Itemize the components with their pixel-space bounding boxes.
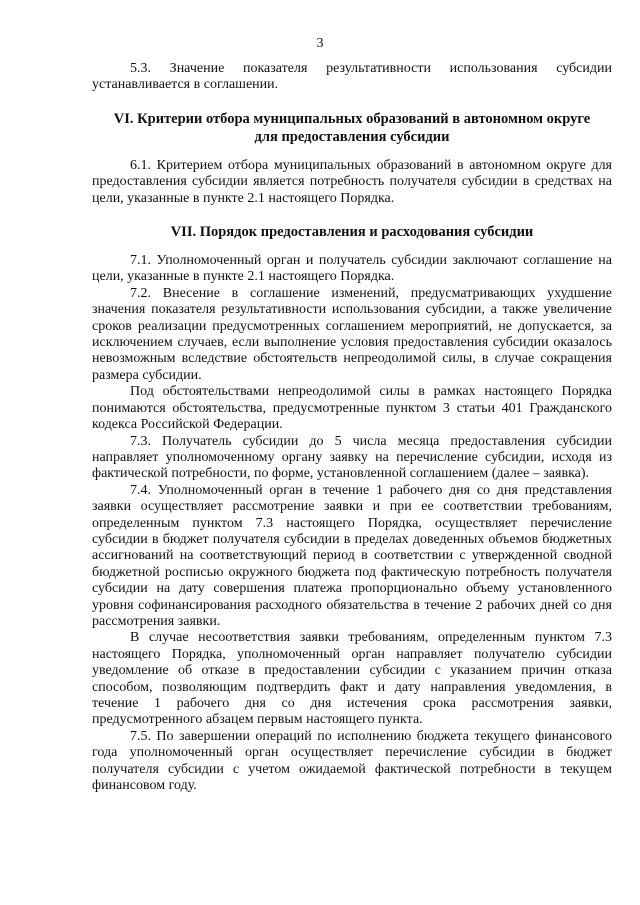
document-body bbox=[92, 61, 612, 794]
paragraph-7-4: 7.4. Уполномоченный орган в течение 1 рабочего дня со дня представления заявки осуществляет рассмотрение заявки и при ее соответствии требованиям, определенным пунктом 7.3 настоящего Порядка, осуществляет перечисление субсидии в бюджет получателя субсидии в пределах доведенных объемов бюджетных ассигнований на соответствующий период в соответствии с утвержденной сводной бюджетной росписью окружного бюджета под фактическую потребность получателя субсидии на дату совершения платежа пропорционально объему установленного уровня софинансирования расходного обязательства в течение 2 рабочих дней со дня рассмотрения заявки. bbox=[92, 482, 612, 629]
paragraph-5-3: 5.3. Значение показателя результативности использования субсидии устанавливается в соглашении. bbox=[92, 61, 612, 93]
page-number: 3 bbox=[316, 36, 324, 51]
paragraph-7-5: 7.5. По завершении операций по исполнению бюджета текущего финансового года уполномоченный орган осуществляет перечисление субсидии в бюджет получателя субсидии с учетом ожидаемой фактической потребности в текущем финансовом году. bbox=[92, 728, 612, 794]
paragraph-7-3: 7.3. Получатель субсидии до 5 числа месяца предоставления субсидии направляет уполномоченному органу заявку на перечисление субсидии, исходя из фактической потребности, по форме, установленной соглашением (далее – заявка). bbox=[92, 433, 612, 482]
section-6-heading: VI. Критерии отбора муниципальных образований в автономном округе для предоставления субсидии bbox=[113, 110, 591, 145]
paragraph-7-1: 7.1. Уполномоченный орган и получатель субсидии заключают соглашение на цели, указанные в пункте 2.1 настоящего Порядка. bbox=[92, 253, 612, 285]
section-7-heading: VII. Порядок предоставления и расходования субсидии bbox=[170, 224, 534, 241]
paragraph-force-majeure: Под обстоятельствами непреодолимой силы в рамках настоящего Порядка понимаются обстоятельства, предусмотренные пунктом 3 статьи 401 Гражданского кодекса Российской Федерации. bbox=[92, 384, 612, 433]
paragraph-6-1: 6.1. Критерием отбора муниципальных образований в автономном округе для предоставления субсидии является потребность получателя субсидии в средствах на цели, указанные в пункте 2.1 настоящего Порядка. bbox=[92, 157, 612, 206]
paragraph-refusal: В случае несоответствия заявки требованиям, определенным пунктом 7.3 настоящего Порядка, уполномоченный орган направляет получателю субсидии уведомление об отказе в предоставлении субсидии с указанием причин отказа способом, позволяющим подтвердить факт и дату направления уведомления, в течение 1 рабочего дня со дня истечения срока рассмотрения заявки, предусмотренного абзацем первым настоящего пункта. bbox=[92, 630, 612, 728]
paragraph-7-2: 7.2. Внесение в соглашение изменений, предусматривающих ухудшение значения показателя результативности использования субсидии, а также увеличение сроков реализации предусмотренных соглашением мероприятий, не допускается, за исключением случаев, если выполнение условия предоставления субсидии оказалось невозможным вследствие обстоятельств непреодолимой силы, в случае сокращения размера субсидии. bbox=[92, 285, 612, 383]
